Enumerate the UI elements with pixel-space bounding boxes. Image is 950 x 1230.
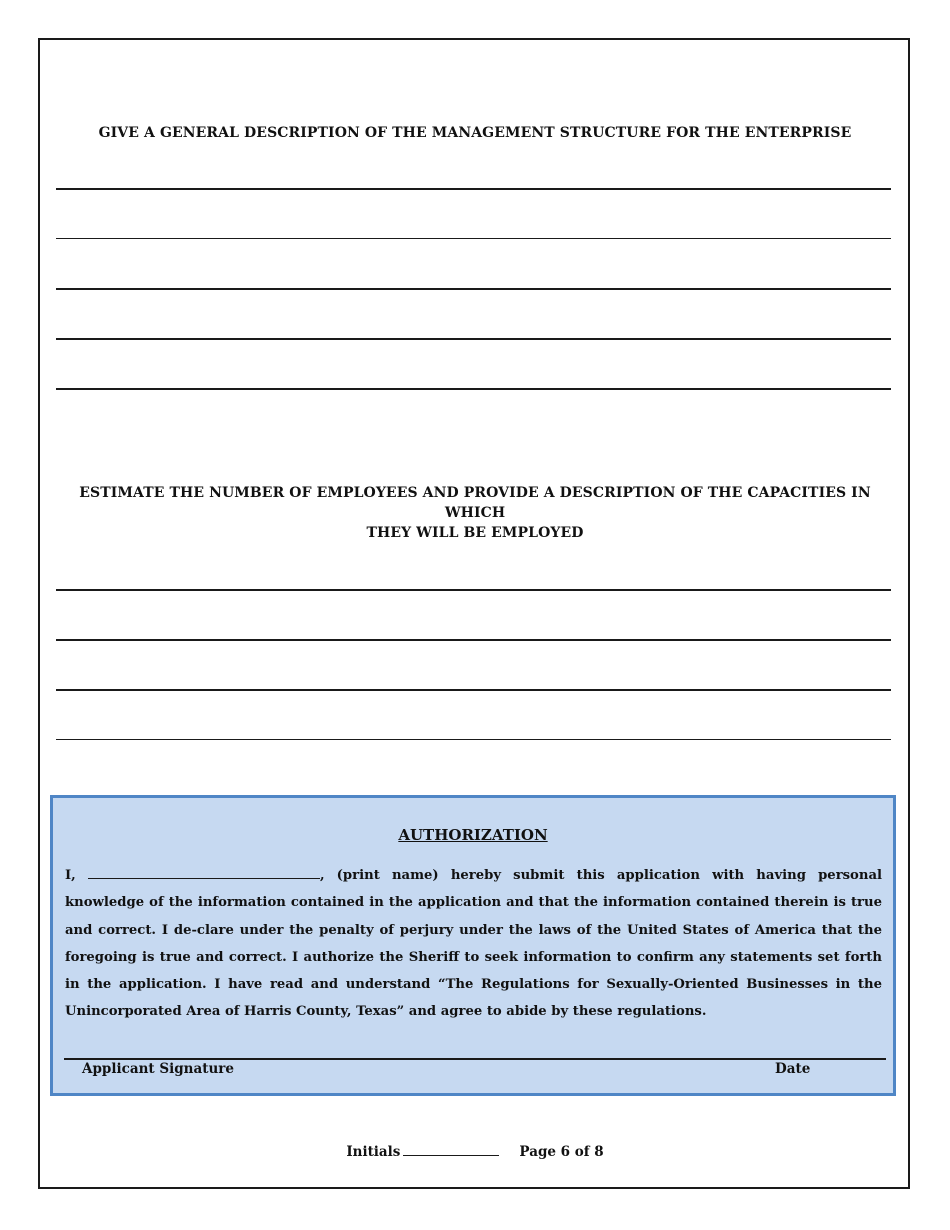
authorization-title: AUTHORIZATION [398, 826, 548, 844]
employees-heading [60, 483, 890, 543]
page-number: Page 6 of 8 [519, 1144, 604, 1160]
authorization-statement [65, 862, 882, 1026]
signature-line[interactable] [64, 1058, 886, 1060]
print-name-field[interactable] [88, 864, 320, 879]
page-footer [0, 1143, 950, 1160]
employees-answer-line-4[interactable] [56, 739, 891, 740]
authorization-box [50, 795, 896, 1096]
management-answer-line-5[interactable] [56, 388, 891, 390]
date-label: Date [775, 1061, 811, 1077]
employees-answer-line-3[interactable] [56, 689, 891, 691]
management-answer-line-1[interactable] [56, 188, 891, 190]
employees-heading-line-2: THEY WILL BE EMPLOYED [366, 525, 584, 541]
authorization-body: , (print name) hereby submit this application with having personal knowledge of the information contained in the application and that the information contained therein is true and correct. I de-clare under the penalty of perjury under the laws of the United States of America that the foregoing is true and correct. I authorize the Sheriff to seek information to confirm any statements set forth in the application. I have read and understand “The Regulations for Sexually-Oriented Businesses in the Unincorporated Area of Harris County, Texas” and agree to abide by these regulations. [65, 868, 882, 1020]
initials-label: Initials [346, 1144, 401, 1160]
management-answer-line-4[interactable] [56, 338, 891, 340]
management-answer-line-3[interactable] [56, 288, 891, 290]
applicant-signature-label: Applicant Signature [82, 1061, 234, 1077]
employees-heading-line-1: ESTIMATE THE NUMBER OF EMPLOYEES AND PROVIDE A DESCRIPTION OF THE CAPACITIES IN WHICH [79, 485, 871, 521]
employees-answer-line-2[interactable] [56, 639, 891, 641]
management-answer-line-2[interactable] [56, 238, 891, 239]
authorization-prefix: I, [65, 868, 76, 883]
employees-answer-line-1[interactable] [56, 589, 891, 591]
initials-field[interactable] [403, 1143, 499, 1156]
management-heading: GIVE A GENERAL DESCRIPTION OF THE MANAGEMENT STRUCTURE FOR THE ENTERPRISE [98, 125, 852, 141]
